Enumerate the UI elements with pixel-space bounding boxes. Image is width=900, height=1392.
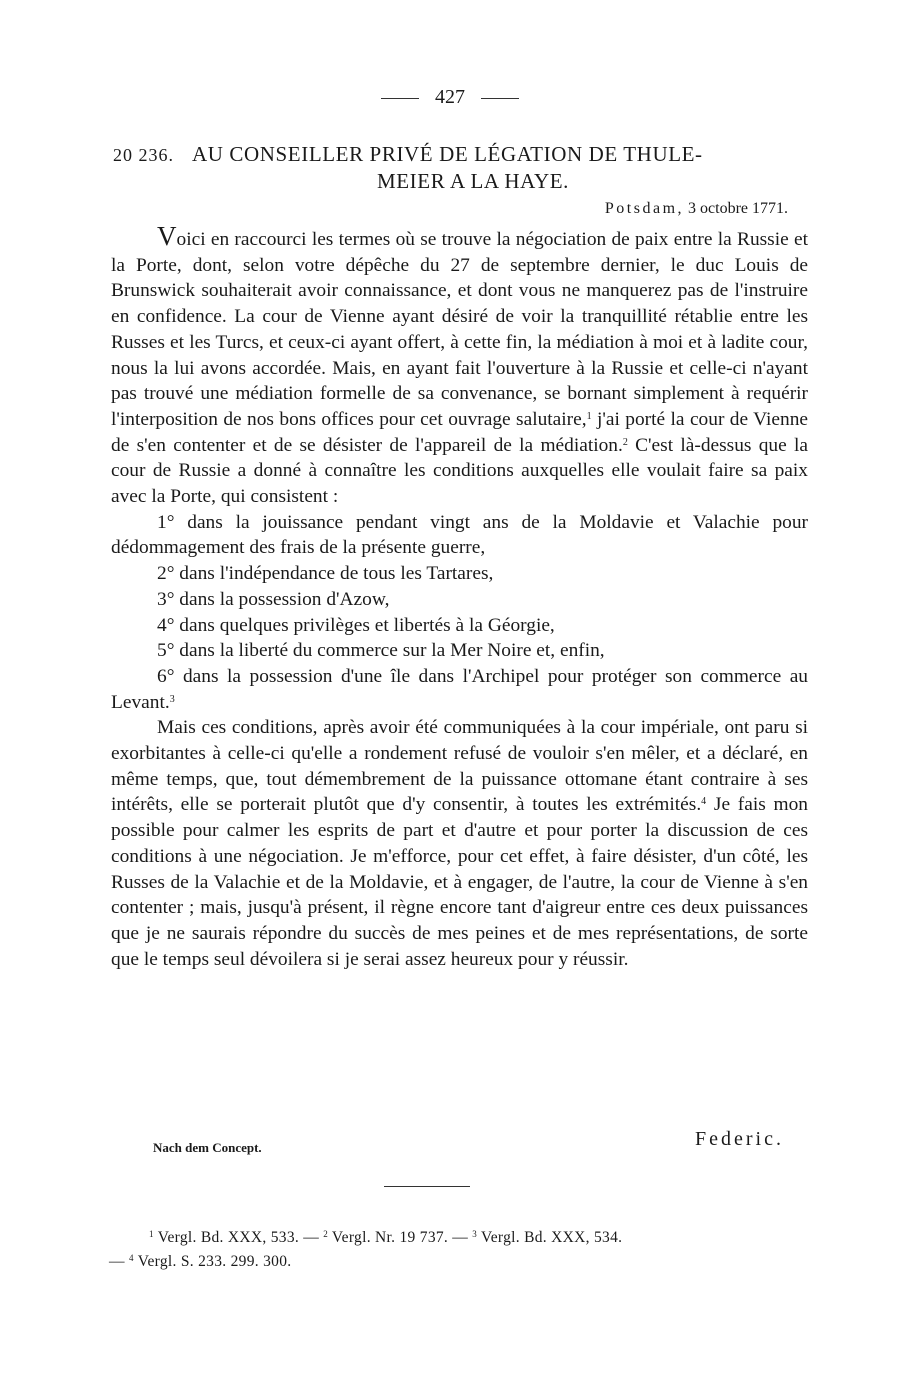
footnote-marker-4: 4 xyxy=(128,1253,134,1263)
paragraph-2-text-b: Je fais mon possible pour calmer les esprits de part et d'autre et pour porter la discussion de ces conditions à une négociation. Je m'efforce, pour cet effet, à faire désister, d'un côté, les Russes de la Valachie et de la Moldavie, et à engager, de l'autre, la cour de Vienne à s'en contenter ; mais, jusqu'à présent, il règne encore tant d'aigreur entre ces deux puissances que je ne saurais répondre du succès de mes peines et de mes représentations, de sorte que le temps seul dévoilera si je serai assez heureux pour y réussir. xyxy=(111,794,808,970)
footnote-text-4: Vergl. S. 233. 299. 300. xyxy=(133,1253,292,1270)
paragraph-1-text-c: C'est là-dessus que la cour de Russie a donné à connaître les conditions auxquelles elle voulait faire sa paix avec la Porte, qui consistent : xyxy=(111,434,808,508)
footnote-separator xyxy=(384,1186,470,1187)
letter-number: 20 236. xyxy=(113,145,174,165)
list-item: 2° dans l'indépendance de tous les Tartares, xyxy=(157,563,494,585)
page-number-dash-left xyxy=(381,98,419,99)
letter-body xyxy=(111,221,808,972)
heading-line-2: MEIER A LA HAYE. xyxy=(376,169,569,193)
footnote-ref-3: 3 xyxy=(169,693,175,705)
dateline-date: 3 octobre 1771. xyxy=(684,200,788,217)
dateline-place: Potsdam, xyxy=(604,200,685,217)
drop-cap: V xyxy=(157,221,177,251)
footnote-marker-2: 2 xyxy=(323,1229,329,1239)
footnote-ref-2: 2 xyxy=(622,436,628,448)
paragraph-2 xyxy=(111,715,808,972)
list-item-last xyxy=(111,664,808,715)
list-item: 4° dans quelques privilèges et libertés à la Géorgie, xyxy=(157,614,555,636)
list-item: 5° dans la liberté du commerce sur la Mer Noire et, enfin, xyxy=(157,640,605,662)
footnote-text-1: Vergl. Bd. XXX, 533. — xyxy=(153,1229,324,1246)
page-number-dash-right xyxy=(481,98,519,99)
source-note: Nach dem Concept. xyxy=(153,1140,262,1155)
list-item: 1° dans la jouissance pendant vingt ans de la Moldavie et Valachie pour dédommagement des frais de la présente guerre, xyxy=(111,511,808,559)
paragraph-1 xyxy=(111,221,808,510)
list-item: 3° dans la possession d'Azow, xyxy=(157,588,390,610)
footnote-marker-3: 3 xyxy=(472,1229,478,1239)
footnote-text-2: Vergl. Nr. 19 737. — xyxy=(328,1229,473,1246)
paragraph-2-text-a: Mais ces conditions, après avoir été communiquées à la cour impériale, ont paru si exorbitantes à celle-ci qu'elle a rondement refusé de vouloir s'en mêler, et a déclaré, en même temps, que, tout démembrement de la puissance ottomane étant contraire à ses intérêts, elle se porterait plutôt que d'y consentir, à toutes les extrémités. xyxy=(111,717,808,816)
letter-heading xyxy=(113,141,793,194)
page-number xyxy=(0,86,900,109)
paragraph-1-text-b: j'ai porté la cour de Vienne de s'en contenter et de se désister de l'appareil de la médiation. xyxy=(111,408,808,456)
footnote-line-2 xyxy=(109,1250,809,1274)
signature: Federic. xyxy=(695,1128,784,1150)
dateline xyxy=(605,200,788,218)
heading-line-1: AU CONSEILLER PRIVÉ DE LÉGATION DE THULE- xyxy=(192,142,703,166)
list-item-text: 6° dans la possession d'une île dans l'Archipel pour protéger son commerce au Levant. xyxy=(111,665,808,713)
footnote-line-1 xyxy=(109,1226,809,1250)
page-number-text: 427 xyxy=(435,86,465,108)
paragraph-1-text-a: oici en raccourci les termes où se trouve la négociation de paix entre la Russie et la Porte, dont, selon votre dépêche du 27 de septembre dernier, le duc Louis de Brunswick souhaiterait avoir connaissance, et dont vous ne manquerez pas de l'instruire en confidence. La cour de Vienne ayant désiré de voir la tranquillité rétablie entre les Russes et les Turcs, et ceux-ci ayant offert, à cette fin, la médiation à moi et à ladite cour, nous la lui avons accordée. Mais, en ayant fait l'ouverture à la Russie et celle-ci n'ayant pas trouvé une médiation formelle de sa convenance, se bornant simplement à requérir l'interposition de nos bons offices pour cet ouvrage salutaire, xyxy=(111,229,808,430)
footnote-ref-1: 1 xyxy=(586,410,592,422)
footnotes xyxy=(109,1226,809,1274)
footnote-lead-dash: — xyxy=(109,1253,129,1270)
footnote-ref-4: 4 xyxy=(701,796,707,808)
footnote-text-3: Vergl. Bd. XXX, 534. xyxy=(477,1229,623,1246)
footnote-marker-1: 1 xyxy=(149,1229,154,1239)
closing xyxy=(0,1128,900,1158)
